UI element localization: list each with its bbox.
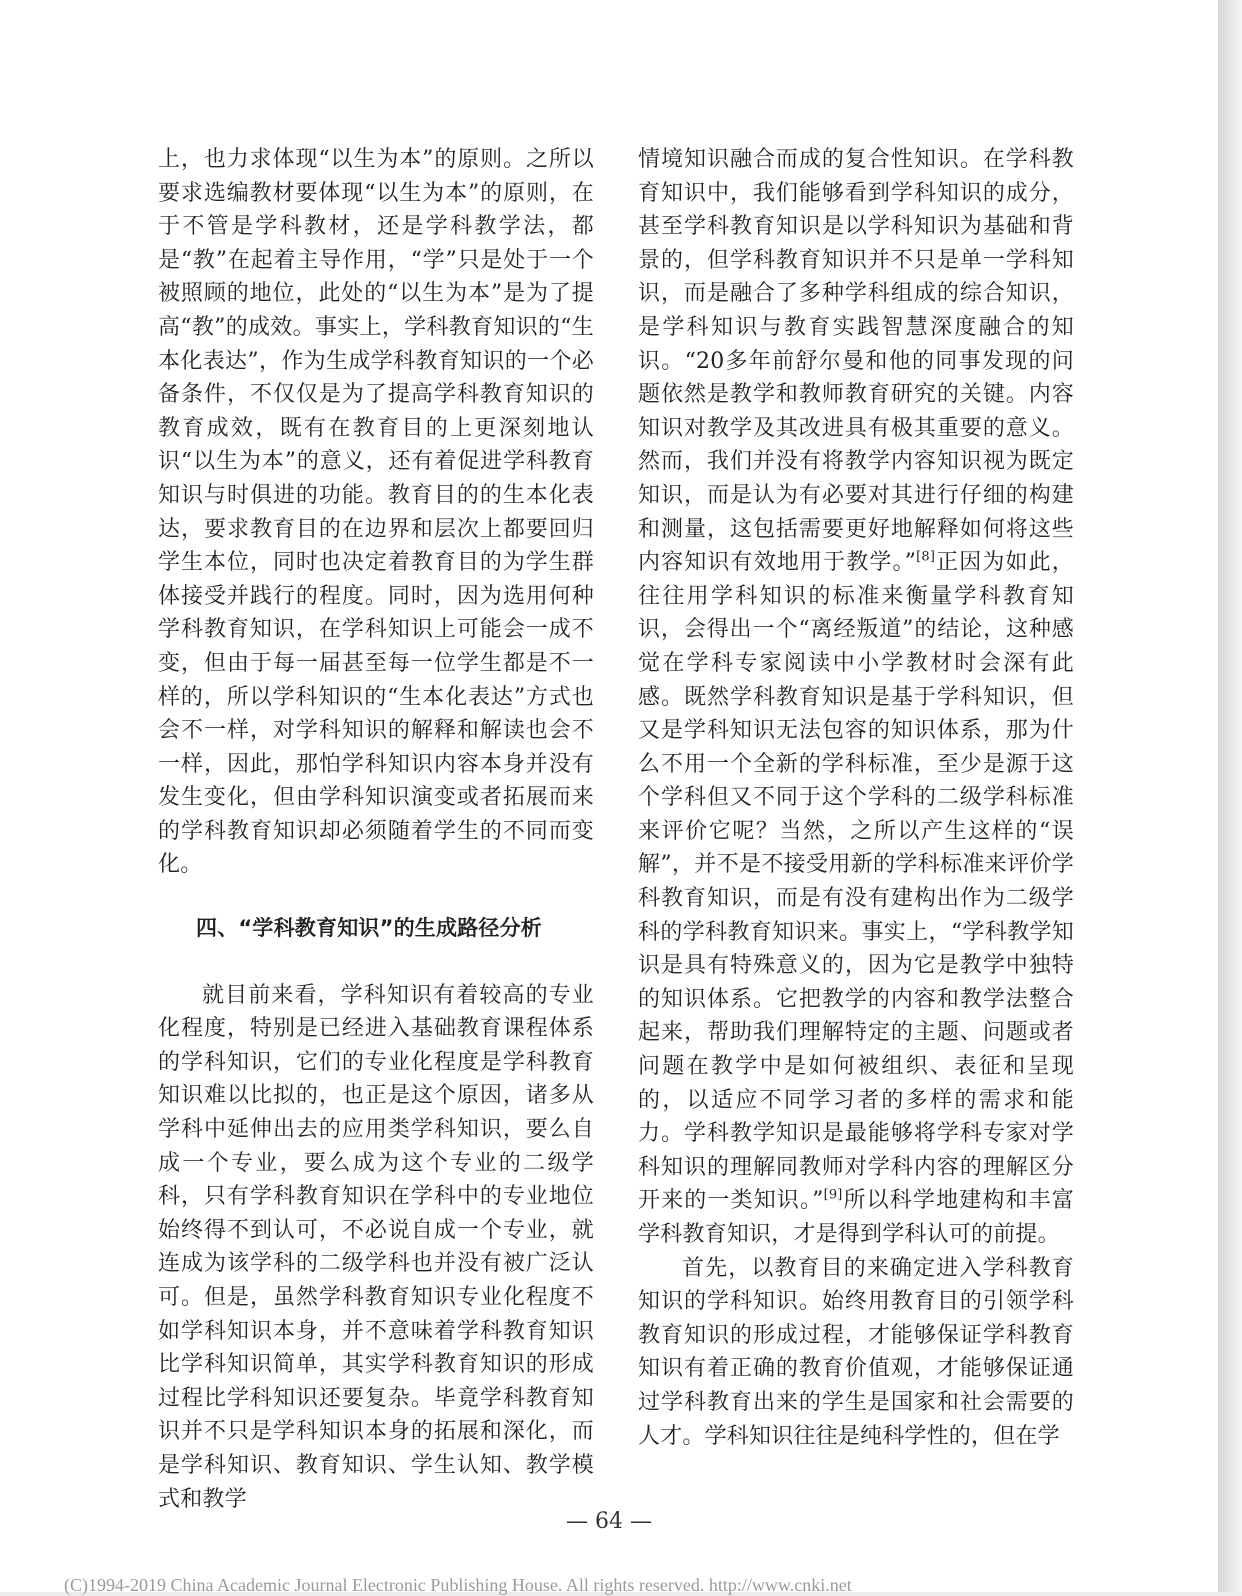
page-edge — [1218, 0, 1242, 1592]
paragraph-text: 情境知识融合而成的复合性知识。在学科教育知识中，我们能够看到学科知识的成分，甚至学科教育知识是以学科知识为基础和背景的，但学科教育知识并不只是单一学科知识，而是融合了多种学科组成的综合知识，是学科知识与教育实践智慧深度融合的知识。“20多年前舒尔曼和他的同事发现的问题依然是教学和教师教育研究的关键。内容知识对教学及其改进具有极其重要的意义。然而，我们并没有将教学内容知识视为既定知识，而是认为有必要对其进行仔细的构建和测量，这包括需要更好地解释如何将这些内容知识有效地用于教学。” — [638, 147, 1074, 576]
citation-ref: [9] — [823, 1188, 843, 1204]
right-column — [638, 143, 1074, 1453]
paragraph-text: 所以科学地建构和丰富学科教育知识，才是得到学科认可的前提。 — [638, 1188, 1074, 1247]
copyright-footer: (C)1994-2019 China Academic Journal Electronic Publishing House. All rights reserved. http://www.cnki.net — [64, 1575, 852, 1595]
section-heading: 四、“学科教育知识”的生成路径分析 — [196, 916, 543, 941]
left-column — [158, 143, 594, 1516]
paragraph-text: 正因为如此，往往用学科知识的标准来衡量学科教育知识，会得出一个“离经叛道”的结论，这种感觉在学科专家阅读中小学教材时会深有此感。既然学科教育知识是基于学科知识，但又是学科知识无法包容的知识体系，那为什么不用一个全新的学科标准，至少是源于这个学科但又不同于这个学科的二级学科标准来评价它呢？当然，之所以产生这样的“误解”，并不是不接受用新的学科标准来评价学科教育知识，而是有没有建构出作为二级学科的学科教育知识来。事实上，“学科教学知识是具有特殊意义的，因为它是教学中独特的知识体系。它把教学的内容和教学法整合起来，帮助我们理解特定的主题、问题或者问题在教学中是如何被组织、表征和呈现的，以适应不同学习者的多样的需求和能力。学科教学知识是最能够将学科专家对学科知识的理解同教师对学科内容的理解区分开来的一类知识。” — [638, 550, 1074, 1214]
page-number: — 64 — — [566, 1509, 652, 1534]
body-paragraph: 就目前来看，学科知识有着较高的专业化程度，特别是已经进入基础教育课程体系的学科知识，它们的专业化程度是学科教育知识难以比拟的，也正是这个原因，诸多从学科中延伸出去的应用类学科知识，要么自成一个专业，要么成为这个专业的二级学科，只有学科教育知识在学科中的专业地位始终得不到认可，不必说自成一个专业，就连成为该学科的二级学科也并没有被广泛认可。但是，虽然学科教育知识专业化程度不如学科知识本身，并不意味着学科教育知识比学科知识简单，其实学科教育知识的形成过程比学科知识还要复杂。毕竟学科教育知识并不只是学科知识本身的拓展和深化，而是学科知识、教育知识、学生认知、教学模式和教学 — [158, 982, 594, 1512]
body-paragraph: 上，也力求体现“以生为本”的原则。之所以要求选编教材要体现“以生为本”的原则，在于不管是学科教材，还是学科教学法，都是“教”在起着主导作用，“学”只是处于一个被照顾的地位，此处的“以生为本”是为了提高“教”的成效。事实上，学科教育知识的“生本化表达”，作为生成学科教育知识的一个必备条件，不仅仅是为了提高学科教育知识的教育成效，既有在教育目的上更深刻地认识“以生为本”的意义，还有着促进学科教育知识与时俱进的功能。教育目的的生本化表达，要求教育目的在边界和层次上都要回归学生本位，同时也决定着教育目的为学生群体接受并践行的程度。同时，因为选用何种学科教育知识，在学科知识上可能会一成不变，但由于每一届甚至每一位学生都是不一样的，所以学科知识的“生本化表达”方式也会不一样，对学科知识的解释和解读也会不一样，因此，那怕学科知识内容本身并没有发生变化，但由学科知识演变或者拓展而来的学科教育知识却必须随着学生的不同而变化。 — [158, 147, 594, 878]
body-paragraph: 首先，以教育目的来确定进入学科教育知识的学科知识。始终用教育目的引领学科教育知识的形成过程，才能够保证学科教育知识有着正确的教育价值观，才能够保证通过学科教育出来的学生是国家和社会需要的人才。学科知识往往是纯科学性的，但在学 — [638, 1255, 1074, 1449]
body-paragraph — [638, 143, 1074, 1252]
citation-ref: [8] — [916, 549, 936, 565]
